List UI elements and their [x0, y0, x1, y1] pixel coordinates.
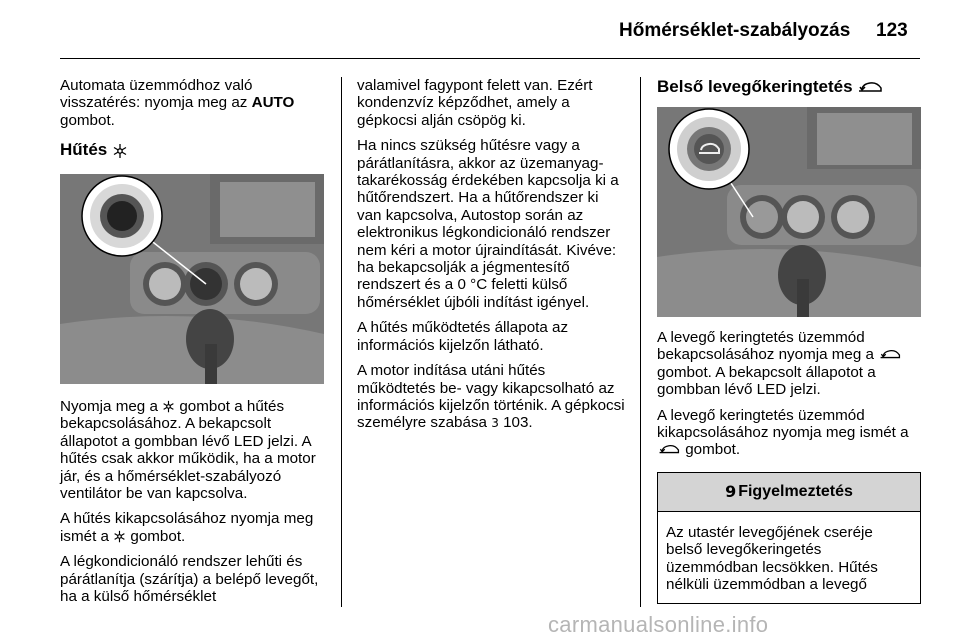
section-heading-recirculation: Belső levegőkeringtetés — [657, 77, 925, 97]
warning-box — [657, 472, 921, 604]
recirculation-button-photo-wrap — [657, 107, 921, 317]
running-header — [0, 0, 960, 62]
cooling-paragraph-3: A légkondicionáló rendszer lehűti és párátlanítja (szárítja) a belépő levegőt, ha a külső hőmérséklet — [60, 553, 319, 606]
recirculation-on-paragraph: A levegő keringtetés üzemmód bekapcsolásához nyomja meg a gombot. A bekapcsolt állapotot a gombban lévő LED jelzi. — [657, 329, 925, 399]
page-reference-arrow-icon: 3 — [491, 416, 499, 431]
recirculation-button-photo — [657, 107, 921, 317]
page-number: 123 — [876, 20, 908, 41]
snowflake-icon — [162, 400, 175, 413]
warning-title: Figyelmeztetés — [738, 483, 853, 501]
cooling-paragraph-1: Nyomja meg a gombot a hűtés bekapcsolásához. A bekapcsolt állapotot a gombban lévő LED jelzi. A hűtés csak akkor működik, ha a motor jár, és a hőmérséklet-szabályozó ventilátor be van kapcsolva. — [60, 398, 316, 503]
snowflake-icon — [113, 530, 126, 543]
section-heading-cooling: Hűtés — [60, 140, 128, 160]
column-1 — [60, 77, 328, 606]
cooling-button-photo — [60, 174, 324, 384]
column-divider — [341, 77, 342, 607]
auto-return-paragraph: Automata üzemmódhoz való visszatérés: nyomja meg az AUTO gombot. — [60, 77, 295, 129]
recirculation-icon — [657, 444, 681, 456]
warning-triangle-icon: 9 — [725, 482, 737, 502]
warning-text: Az utastér levegőjének cseréje belső levegőkeringetés üzemmódban lecsökken. Hűtés nélküli üzemmódban a levegő — [666, 524, 878, 594]
column-divider — [640, 77, 641, 607]
condensation-paragraph: valamivel fagypont felett van. Ezért kondenzvíz képződhet, amely a gépkocsi alján csöpög ki. — [357, 77, 593, 129]
cooling-paragraph-2: A hűtés kikapcsolásához nyomja meg ismét a gombot. — [60, 510, 314, 545]
recirculation-icon — [878, 349, 902, 361]
cooling-text — [60, 398, 328, 613]
fuel-saving-paragraph: Ha nincs szükség hűtésre vagy a párátlanításra, akkor az üzemanyag-takarékosság érdekében kapcsolja ki a hűtőrendszert. Ha a hűtőrendszer ki van kapcsolva, Autostop során az elektronikus légkondicionáló rendszer nem kéri a motor újraindítását. Kivéve: ha bekapcsolják a jégmentesítő rendszert és a 0 °C feletti külső hőmérséklet újbóli indítást igényel. — [357, 137, 619, 311]
page-title: Hőmérséklet-szabályozás — [619, 20, 851, 41]
display-status-paragraph: A hűtés működtetés állapota az információs kijelzőn látható. — [357, 319, 569, 354]
recirculation-off-paragraph: A levegő keringtetés üzemmód kikapcsolásához nyomja meg ismét a gombot. — [657, 406, 909, 459]
personalisation-paragraph: A motor indítása utáni hűtés működtetés be- vagy kikapcsolható az információs kijelzőn történik. A gépkocsi személyre szabása 3 103. — [357, 362, 625, 432]
watermark: carmanualsonline.info — [548, 612, 769, 637]
recirculation-icon — [857, 81, 883, 95]
column-2 — [357, 77, 625, 441]
auto-button-label: AUTO — [251, 94, 295, 112]
snowflake-icon — [112, 143, 128, 159]
header-rule — [60, 58, 920, 59]
column-3 — [657, 77, 925, 594]
warning-header — [658, 473, 920, 512]
